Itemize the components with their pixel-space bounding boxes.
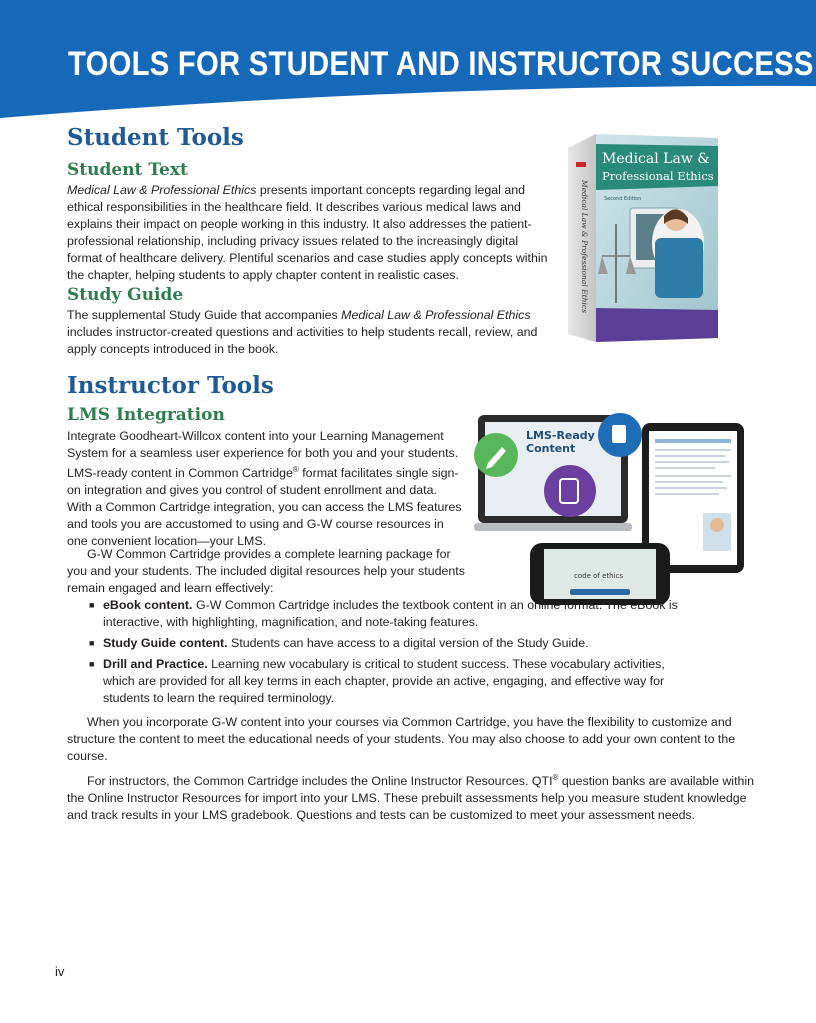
bullet-icon: ■	[89, 637, 95, 648]
laptop-label-2: Content	[526, 442, 576, 455]
registered-mark: ®	[552, 773, 559, 782]
student-text-paragraph: Medical Law & Professional Ethics presents important concepts regarding legal and ethical responsibilities in the healthcare field. It describes various medical laws and explains their impact on people working in this industry. It also addresses the patient-professional relationship, including privacy issues related to the increasingly digital format of healthcare delivery. Plentiful scenarios and case studies apply concepts within the chapter, helping students to apply chapter content in realistic cases.	[67, 183, 548, 282]
laptop-label-1: LMS-Ready	[526, 429, 595, 442]
lms-devices-image	[470, 403, 750, 608]
book-title-italic: Medical Law & Professional Ethics	[67, 183, 257, 197]
lms-integration-heading: LMS Integration	[67, 405, 225, 425]
list-item: ■ Study Guide content. Students can have access to a digital version of the Study Guide.	[89, 635, 589, 650]
bullet-icon: ■	[89, 600, 95, 610]
lms-paragraph-2: G-W Common Cartridge provides a complete learning package for you and your students. The included digital resources help your students remain engaged and learn effectively:	[67, 547, 465, 595]
student-tools-heading: Student Tools	[67, 124, 244, 151]
feature-list	[89, 597, 689, 710]
book-cover-image	[560, 128, 722, 346]
bullet-icon: ■	[89, 658, 95, 669]
phone-screen-text: code of ethics	[574, 572, 624, 580]
study-guide-heading: Study Guide	[67, 285, 184, 305]
list-item: ■ Drill and Practice. Learning new vocabulary is critical to student success. These vocabulary activities, which are provided for all key terms in each chapter, provide an active, engaging, and effective way for students to learn the required terminology.	[89, 656, 665, 705]
instructor-tools-heading: Instructor Tools	[67, 372, 274, 399]
lms-paragraph-4: For instructors, the Common Cartridge includes the Online Instructor Resources. QTI® question banks are available within the Online Instructor Resources for import into your LMS. These prebuilt assessments help you measure student knowledge and track results in your LMS gradebook. Questions and tests can be customized to meet your assessment needs.	[67, 773, 755, 822]
student-text-heading: Student Text	[67, 160, 188, 180]
book-title-italic: Medical Law & Professional Ethics	[341, 308, 531, 322]
page-title: TOOLS FOR STUDENT AND INSTRUCTOR SUCCESS	[68, 45, 814, 83]
book-spine-title: Medical Law & Professional Ethics	[580, 180, 589, 313]
header-banner	[0, 0, 816, 120]
book-cover-title-1: Medical Law &	[602, 151, 710, 167]
lms-paragraph-1: Integrate Goodheart-Willcox content into your Learning Management System for a seamless user experience for both you and your students. LMS-ready content in Common Cartridge® format facilitates single sign-on integration and gives you control of student enrollment and data. With a Common Cartridge integration, you can access the LMS features and tools you are accustomed to using and G-W course resources in one convenient location—your LMS.	[67, 429, 462, 548]
study-guide-paragraph: The supplemental Study Guide that accompanies Medical Law & Professional Ethics includes instructor-created questions and activities to help students recall, review, and apply concepts introduced in the book.	[67, 308, 538, 356]
book-edition: Second Edition	[604, 196, 642, 202]
list-item: ■ eBook content. G-W Common Cartridge includes the textbook content in an online format. The eBook is interactive, with highlighting, magnification, and note-taking features.	[89, 598, 678, 629]
book-cover-title-2: Professional Ethics	[602, 169, 714, 183]
page-number: iv	[55, 964, 65, 979]
lms-paragraph-3: When you incorporate G-W content into your courses via Common Cartridge, you have the flexibility to customize and structure the content to meet the educational needs of your students. You may also choose to add your own content to the course.	[67, 715, 736, 763]
registered-mark: ®	[292, 464, 299, 474]
